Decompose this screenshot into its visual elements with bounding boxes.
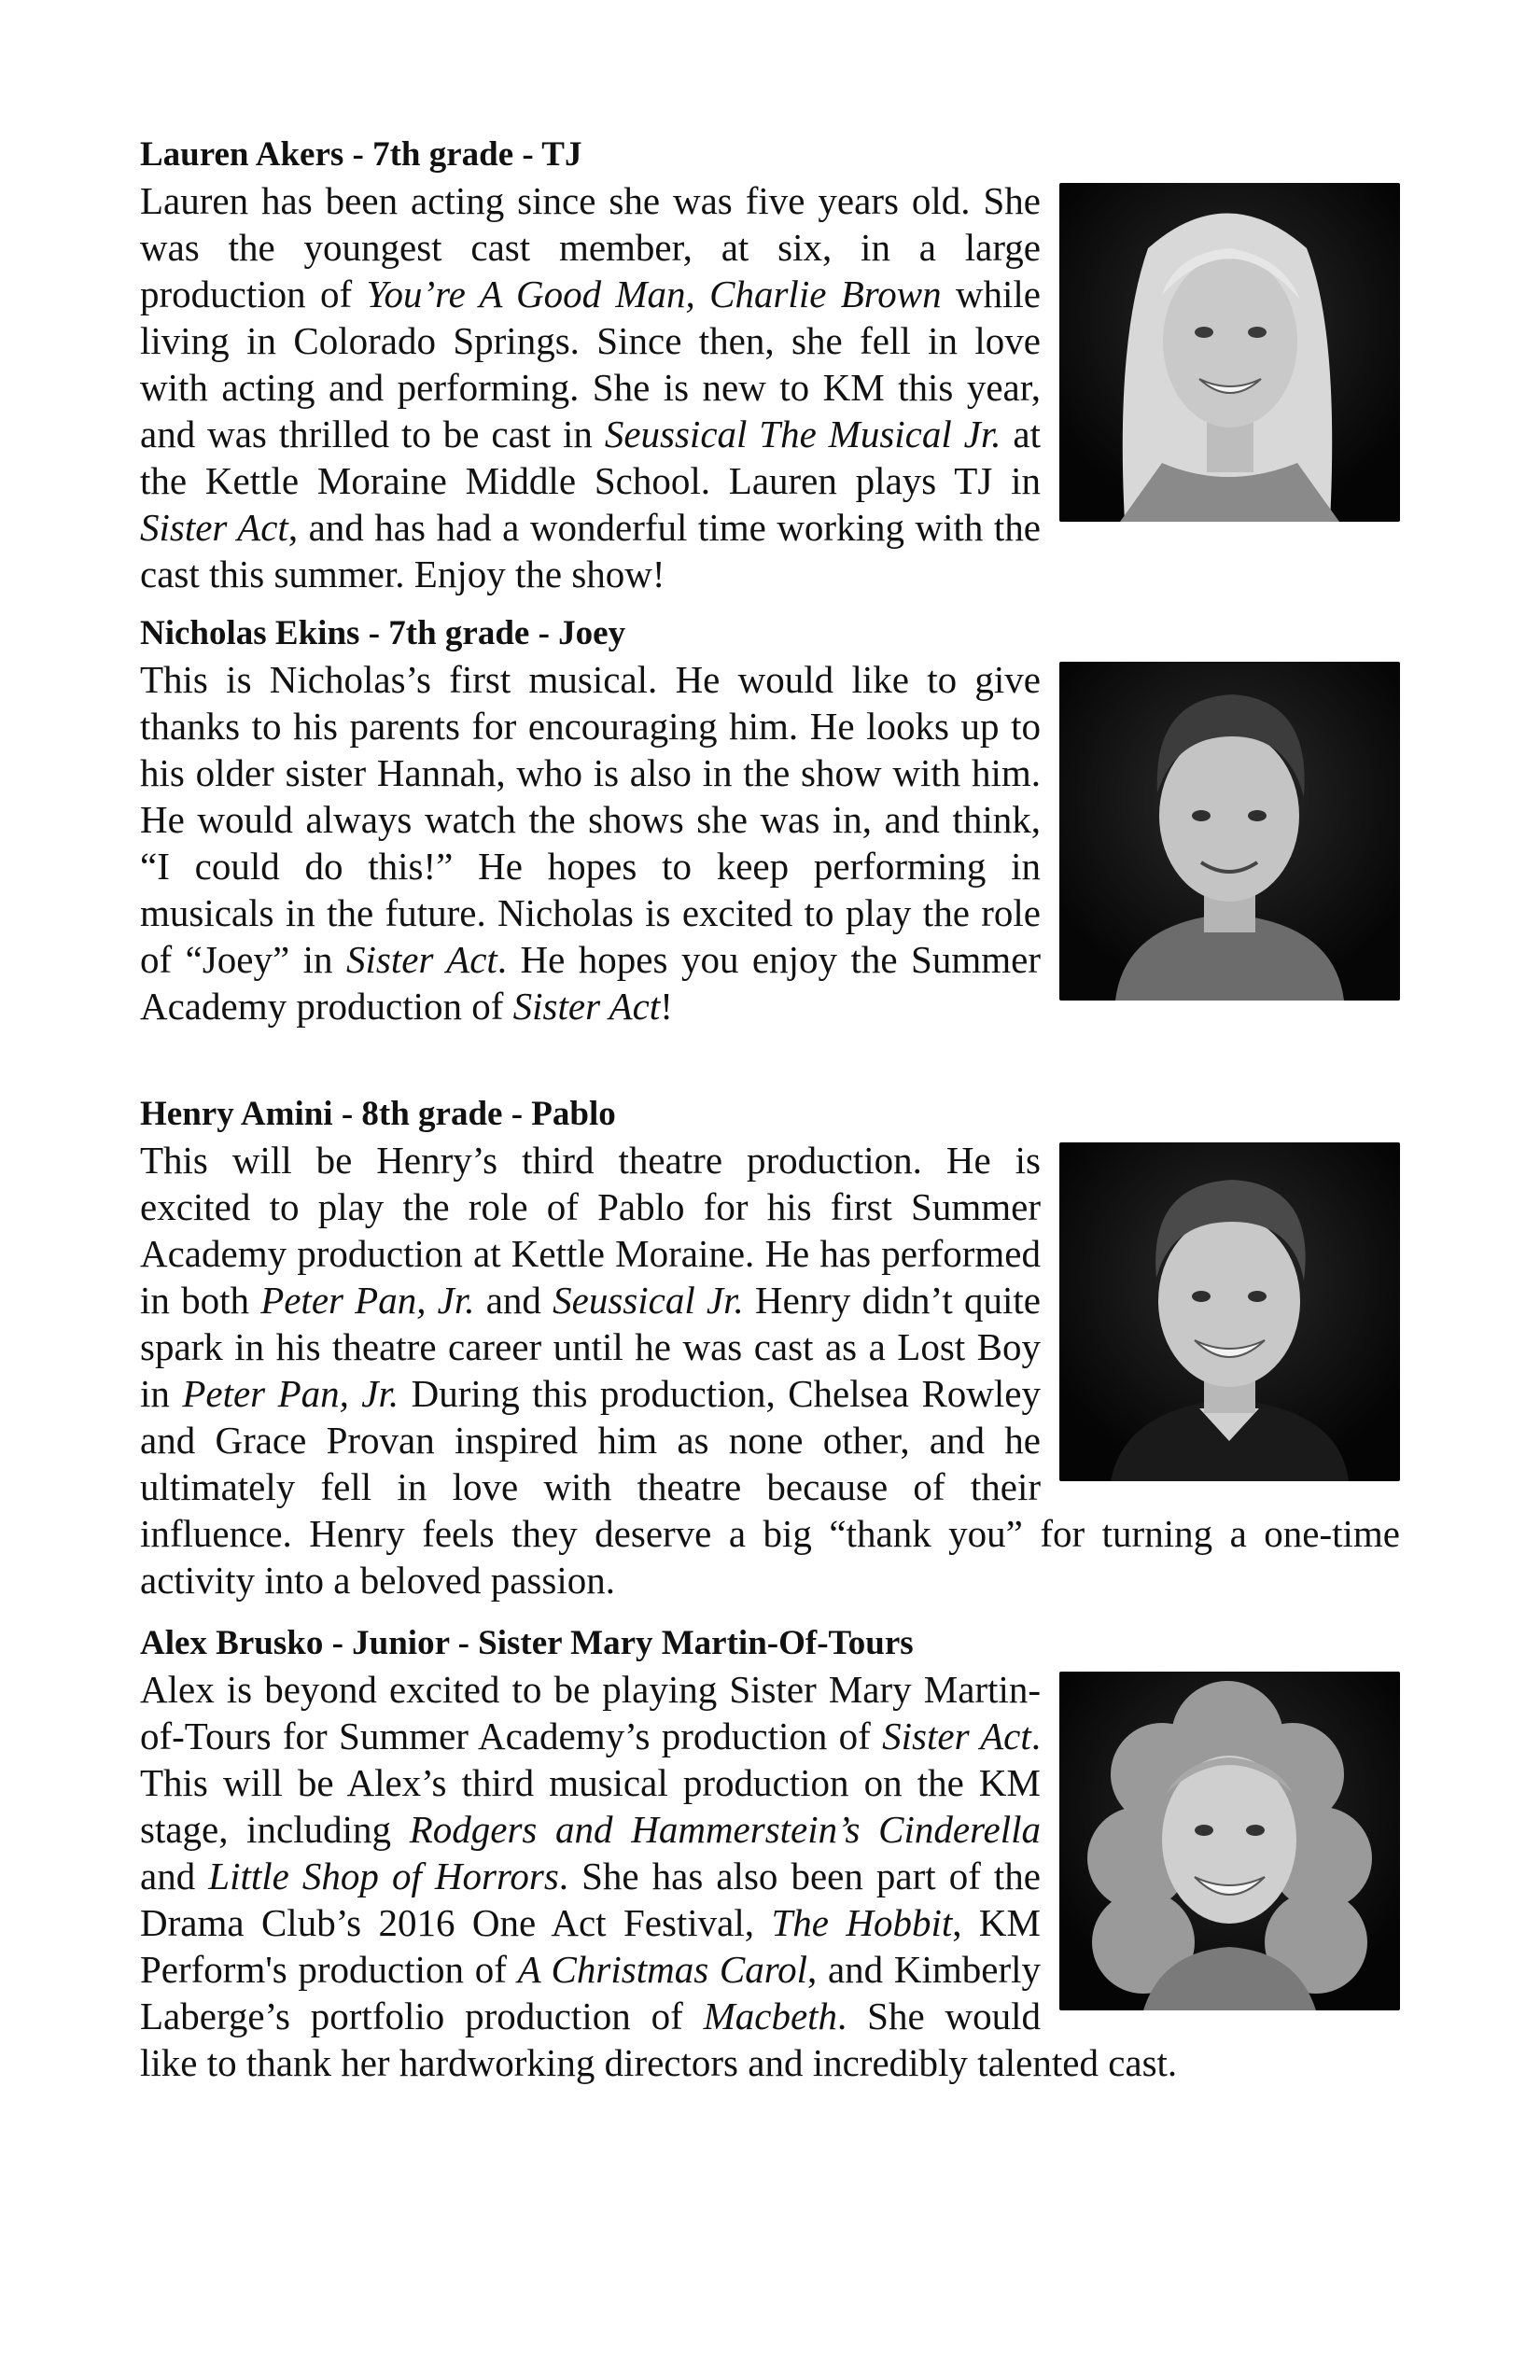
portrait-girl-long-hair-icon — [1059, 183, 1400, 522]
cast-bio-henry-amini — [140, 1092, 1400, 1603]
bio-text: Alex is beyond excited to be playing Sister Mary Martin-of-Tours for Summer Academy’s production of Sister Act. This will be Alex’s third musical production on the KM stage, including Rodgers and Hammerstein’s Cinderella and Little Shop of Horrors. She has also been part of the Drama Club’s 2016 One Act Festival, The Hobbit, KM Perform's production of A Christmas Carol, and Kimberly Laberge’s portfolio production of Macbeth. She would like to thank her hardworking directors and incredibly talented cast. — [140, 1668, 1178, 2084]
bio-heading: Lauren Akers - 7th grade - TJ — [140, 135, 582, 174]
portrait-boy-smiling-icon — [1059, 1142, 1400, 1481]
cast-bio-alex-brusko — [140, 1621, 1400, 2086]
bio-heading: Henry Amini - 8th grade - Pablo — [140, 1095, 616, 1133]
bio-heading: Nicholas Ekins - 7th grade - Joey — [140, 614, 626, 652]
cast-bio-nicholas-ekins — [140, 611, 1400, 1029]
headshot-photo — [1059, 1672, 1400, 2010]
cast-bio-lauren-akers — [140, 133, 1400, 597]
headshot-photo — [1059, 1142, 1400, 1481]
bio-text: This will be Henry’s third theatre production. He is excited to play the role of Pablo for his first Summer Academy production at Kettle Moraine. He has performed in both Peter Pan, Jr. and Seussical Jr. Henry didn’t quite spark in his theatre career until he was cast as a Lost Boy in Peter Pan, Jr. During this production, Chelsea Rowley and Grace Provan inspired him as none other, and he ultimately fell in love with theatre because of their influence. Henry feels they deserve a big “thank you” for turning a one-time activity into a beloved passion. — [140, 1139, 1400, 1602]
headshot-photo — [1059, 183, 1400, 522]
bio-text: Lauren has been acting since she was five years old. She was the youngest cast member, at six, in a large production of You’re A Good Man, Charlie Brown while living in Colorado Springs. Since then, she fell in love with acting and performing. She is new to KM this year, and was thrilled to be cast in Seussical The Musical Jr. at the Kettle Moraine Middle School. Lauren plays TJ in Sister Act, and has had a wonderful time working with the cast this summer. Enjoy the show! — [140, 179, 1041, 595]
portrait-boy-short-hair-icon — [1059, 662, 1400, 1001]
headshot-photo — [1059, 662, 1400, 1001]
bio-text: This is Nicholas’s first musical. He would like to give thanks to his parents for encouraging him. He looks up to his older sister Hannah, who is also in the show with him. He would always watch the shows she was in, and think, “I could do this!” He hopes to keep performing in musicals in the future. Nicholas is excited to play the role of “Joey” in Sister Act. He hopes you enjoy the Summer Academy production of Sister Act! — [140, 658, 1041, 1028]
portrait-girl-curly-hair-icon — [1059, 1672, 1400, 2010]
bio-heading: Alex Brusko - Junior - Sister Mary Martin-Of-Tours — [140, 1624, 914, 1662]
